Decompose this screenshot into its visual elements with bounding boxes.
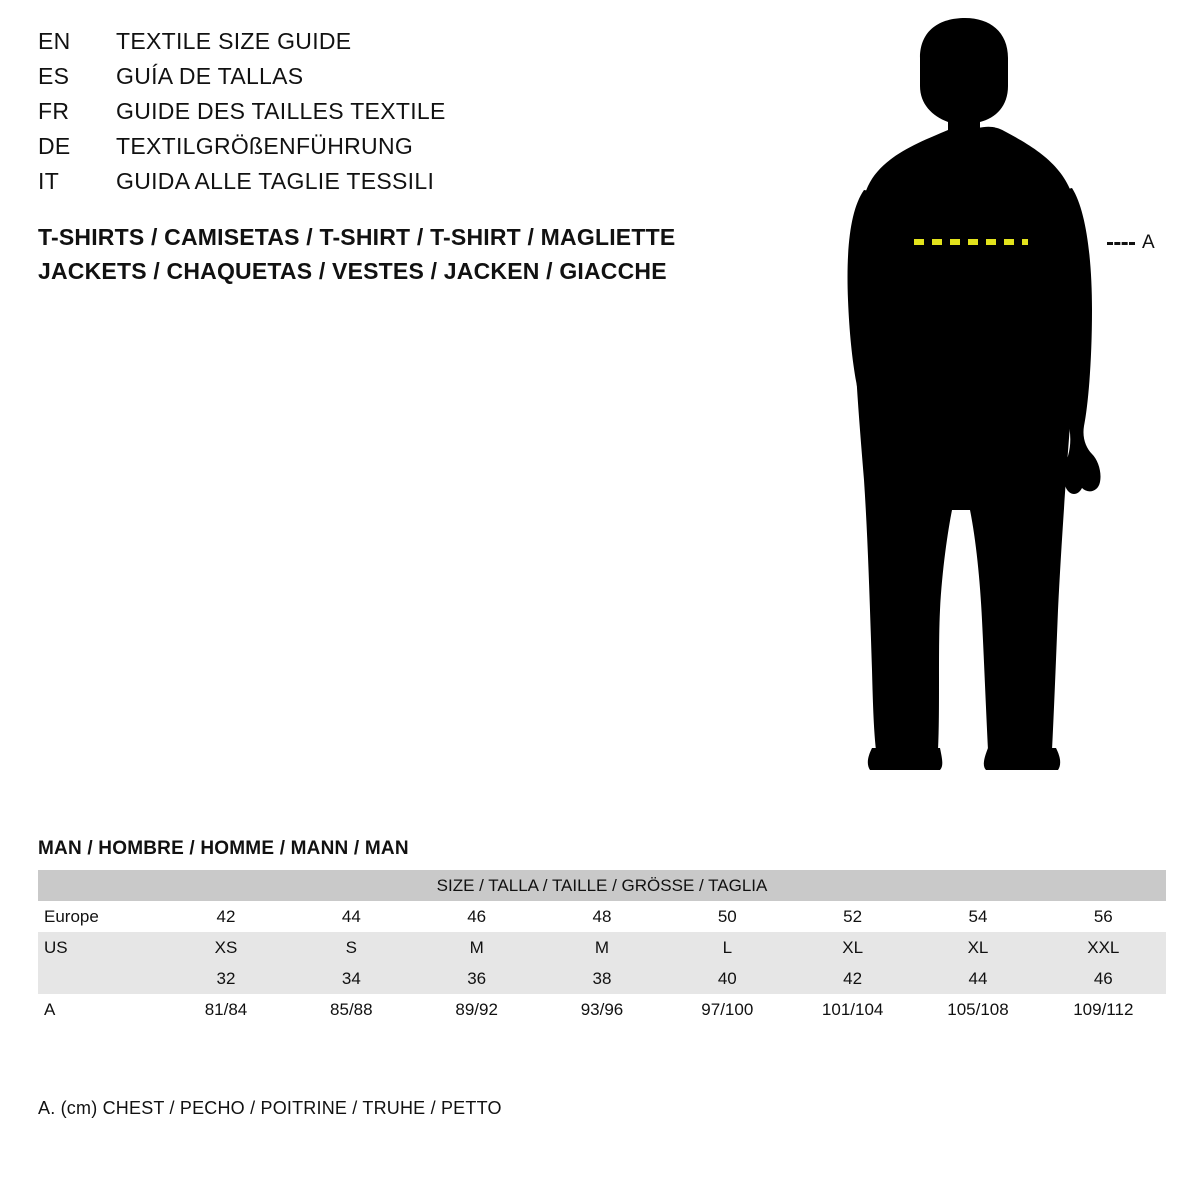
garment-category-jackets: JACKETS / CHAQUETAS / VESTES / JACKEN / GIACCHE — [38, 258, 667, 284]
table-header-band — [38, 870, 1166, 901]
cell-value: 46 — [414, 901, 539, 932]
row-label-europe: Europe — [38, 901, 163, 932]
male-silhouette-icon — [820, 10, 1180, 800]
cell-value: 34 — [289, 963, 414, 994]
language-code: IT — [38, 168, 60, 194]
cell-value: S — [289, 932, 414, 963]
cell-value: XXL — [1041, 932, 1166, 963]
body-figure — [820, 10, 1180, 800]
language-row — [38, 63, 738, 98]
size-table-section — [38, 838, 1166, 1025]
table-group-title: MAN / HOMBRE / HOMME / MANN / MAN — [38, 838, 409, 859]
cell-value: 36 — [414, 963, 539, 994]
cell-value: XL — [790, 932, 915, 963]
row-label-a: A — [38, 994, 163, 1025]
language-title: GUÍA DE TALLAS — [116, 63, 304, 89]
cell-value: 109/112 — [1041, 994, 1166, 1025]
language-code: EN — [38, 28, 71, 54]
cell-value: 56 — [1041, 901, 1166, 932]
table-row — [38, 932, 1166, 963]
cell-value: 50 — [665, 901, 790, 932]
cell-value: 81/84 — [163, 994, 288, 1025]
garment-category-tshirts: T-SHIRTS / CAMISETAS / T-SHIRT / T-SHIRT / MAGLIETTE — [38, 224, 676, 250]
language-code: FR — [38, 98, 70, 124]
language-code: ES — [38, 63, 70, 89]
cell-value: 46 — [1041, 963, 1166, 994]
cell-value: 89/92 — [414, 994, 539, 1025]
measure-label-a: A — [1142, 232, 1155, 253]
table-header-label: SIZE / TALLA / TAILLE / GRÖSSE / TAGLIA — [38, 870, 1166, 901]
cell-value: 85/88 — [289, 994, 414, 1025]
row-label-empty — [38, 963, 163, 994]
cell-value: XL — [915, 932, 1040, 963]
footnote-chest-measure: A. (cm) CHEST / PECHO / POITRINE / TRUHE / PETTO — [38, 1098, 502, 1118]
cell-value: 54 — [915, 901, 1040, 932]
cell-value: M — [539, 932, 664, 963]
language-title: GUIDE DES TAILLES TEXTILE — [116, 98, 446, 124]
language-row — [38, 133, 738, 168]
language-title: TEXTILGRÖßENFÜHRUNG — [116, 133, 414, 159]
language-title: TEXTILE SIZE GUIDE — [116, 28, 352, 54]
cell-value: 42 — [790, 963, 915, 994]
cell-value: M — [414, 932, 539, 963]
cell-value: 40 — [665, 963, 790, 994]
cell-value: XS — [163, 932, 288, 963]
table-row — [38, 994, 1166, 1025]
cell-value: 42 — [163, 901, 288, 932]
row-label-us: US — [38, 932, 163, 963]
language-code: DE — [38, 133, 71, 159]
cell-value: 101/104 — [790, 994, 915, 1025]
table-row — [38, 963, 1166, 994]
language-title: GUIDA ALLE TAGLIE TESSILI — [116, 168, 435, 194]
table-row — [38, 901, 1166, 932]
cell-value: 38 — [539, 963, 664, 994]
language-title-block — [38, 28, 738, 203]
cell-value: 105/108 — [915, 994, 1040, 1025]
cell-value: L — [665, 932, 790, 963]
garment-category-block — [38, 220, 798, 288]
cell-value: 93/96 — [539, 994, 664, 1025]
cell-value: 44 — [289, 901, 414, 932]
cell-value: 52 — [790, 901, 915, 932]
cell-value: 48 — [539, 901, 664, 932]
language-row — [38, 168, 738, 203]
size-table — [38, 870, 1166, 1025]
language-row — [38, 28, 738, 63]
cell-value: 32 — [163, 963, 288, 994]
cell-value: 97/100 — [665, 994, 790, 1025]
language-row — [38, 98, 738, 133]
measure-leader-line — [1107, 242, 1135, 245]
cell-value: 44 — [915, 963, 1040, 994]
